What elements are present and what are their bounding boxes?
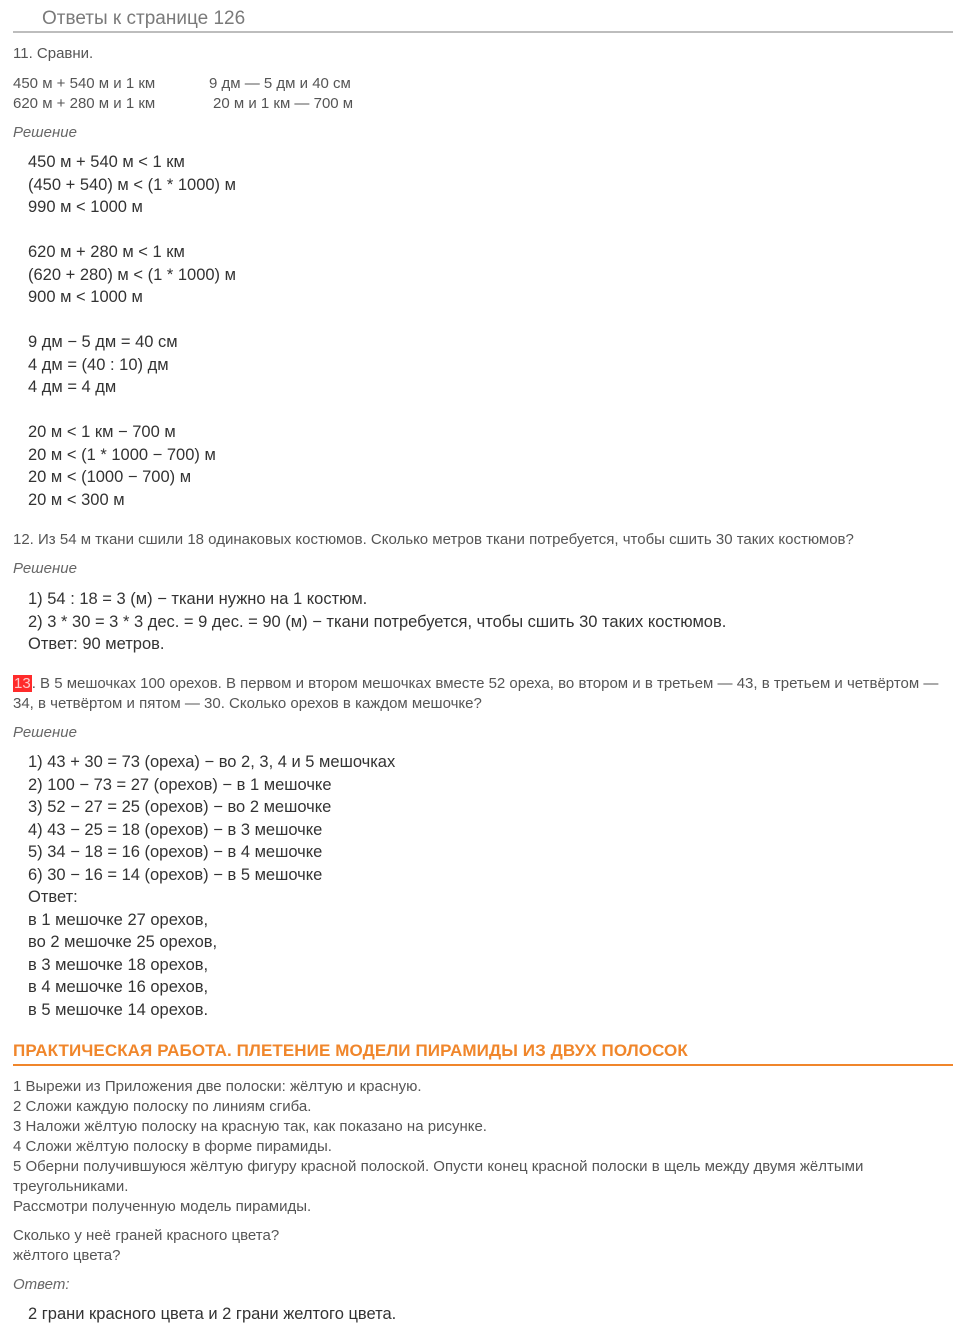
task-11-condition-4: 20 м и 1 км — 700 м	[213, 95, 354, 112]
solution-line: 20 м < (1 * 1000 − 700) м	[28, 445, 216, 464]
practical-question-red: Сколько у неё граней красного цвета?	[13, 1227, 280, 1244]
practical-work-heading: ПРАКТИЧЕСКАЯ РАБОТА. ПЛЕТЕНИЕ МОДЕЛИ ПИРАМИДЫ ИЗ ДВУХ ПОЛОСОК	[13, 1041, 688, 1060]
solution-line: 4 дм = 4 дм	[28, 378, 117, 396]
practical-step: 3 Наложи жёлтую полоску на красную так, как показано на рисунке.	[13, 1118, 487, 1135]
task-11-condition-3: 9 дм — 5 дм и 40 см	[209, 75, 351, 92]
practical-step: 5 Оберни получившуюся жёлтую фигуру красной полоской. Опусти конец красной полоски в щель между двумя жёлтыми треугольниками.	[13, 1158, 864, 1195]
solution-line: в 3 мешочке 18 орехов,	[28, 955, 209, 974]
practical-step: Рассмотри полученную модель пирамиды.	[13, 1198, 312, 1215]
practical-answer-label: Ответ:	[13, 1276, 70, 1293]
task-13-solution-label: Решение	[13, 724, 77, 741]
solution-line: 2) 3 * 30 = 3 * 3 дес. = 9 дес. = 90 (м) − ткани потребуется, чтобы сшить 30 таких костюмов.	[28, 612, 727, 631]
solution-line: 4) 43 − 25 = 18 (орехов) − в 3 мешочке	[28, 820, 323, 839]
task-11-solution-label: Решение	[13, 124, 77, 141]
solution-line: в 5 мешочке 14 орехов.	[28, 1000, 209, 1019]
practical-work-divider	[13, 1064, 953, 1066]
task-11-solution	[28, 151, 236, 511]
solution-line: 1) 43 + 30 = 73 (ореха) − во 2, 3, 4 и 5 мешочках	[28, 753, 396, 771]
solution-line	[28, 399, 236, 422]
solution-line: 4 дм = (40 : 10) дм	[28, 355, 169, 374]
task-11-condition-1: 450 м + 540 м и 1 км	[13, 75, 156, 92]
practical-step: 1 Вырежи из Приложения две полоски: жёлтую и красную.	[13, 1078, 422, 1095]
solution-line: 620 м + 280 м < 1 км	[28, 243, 185, 261]
practical-answer: 2 грани красного цвета и 2 грани желтого цвета.	[28, 1305, 397, 1323]
solution-line: (450 + 540) м < (1 * 1000) м	[28, 175, 236, 194]
task-13-number: 13	[14, 675, 31, 692]
solution-line	[28, 309, 236, 332]
task-12-solution-label: Решение	[13, 560, 77, 577]
solution-line: 20 м < 1 км − 700 м	[28, 423, 176, 441]
task-12-question: 12. Из 54 м ткани сшили 18 одинаковых костюмов. Сколько метров ткани потребуется, чтобы сшить 30 таких костюмов?	[13, 531, 854, 548]
solution-line: 20 м < (1000 − 700) м	[28, 468, 192, 486]
solution-line: 20 м < 300 м	[28, 490, 125, 509]
solution-line: 990 м < 1000 м	[28, 198, 143, 216]
practical-step: 2 Сложи каждую полоску по линиям сгиба.	[13, 1098, 312, 1115]
solution-line: 6) 30 − 16 = 14 (орехов) − в 5 мешочке	[28, 865, 323, 884]
task-11-condition-2: 620 м + 280 м и 1 км	[13, 95, 156, 112]
page-title: Ответы к странице 126	[42, 8, 246, 29]
solution-line: 3) 52 − 27 = 25 (орехов) − во 2 мешочке	[28, 798, 332, 816]
task-13-solution	[28, 751, 395, 1021]
task-11-question: 11. Сравни.	[13, 45, 94, 62]
solution-line: (620 + 280) м < (1 * 1000) м	[28, 265, 236, 284]
solution-line	[28, 219, 236, 242]
practical-step: 4 Сложи жёлтую полоску в форме пирамиды.	[13, 1138, 332, 1155]
solution-line: во 2 мешочке 25 орехов,	[28, 933, 218, 951]
solution-line: 5) 34 − 18 = 16 (орехов) − в 4 мешочке	[28, 843, 323, 861]
task-13-question	[13, 674, 943, 714]
solution-line: в 4 мешочке 16 орехов,	[28, 978, 209, 996]
task-12-solution	[28, 588, 726, 656]
solution-line: 1) 54 : 18 = 3 (м) − ткани нужно на 1 костюм.	[28, 590, 368, 608]
solution-line: 9 дм − 5 дм = 40 см	[28, 333, 178, 351]
task-13-question-text: . В 5 мешочках 100 орехов. В первом и втором мешочках вместе 52 ореха, во втором и в третьем — 43, в третьем и четвёртом — 34, в четвёртом и пятом — 30. Сколько орехов в каждом мешочке?	[13, 675, 939, 712]
solution-line: 900 м < 1000 м	[28, 288, 143, 306]
solution-line: в 1 мешочке 27 орехов,	[28, 910, 209, 929]
solution-line: Ответ: 90 метров.	[28, 635, 165, 653]
solution-line: Ответ:	[28, 888, 78, 906]
title-divider	[13, 31, 953, 33]
solution-line: 2) 100 − 73 = 27 (орехов) − в 1 мешочке	[28, 775, 332, 794]
solution-line: 450 м + 540 м < 1 км	[28, 153, 185, 171]
practical-question-yellow: жёлтого цвета?	[13, 1247, 121, 1264]
